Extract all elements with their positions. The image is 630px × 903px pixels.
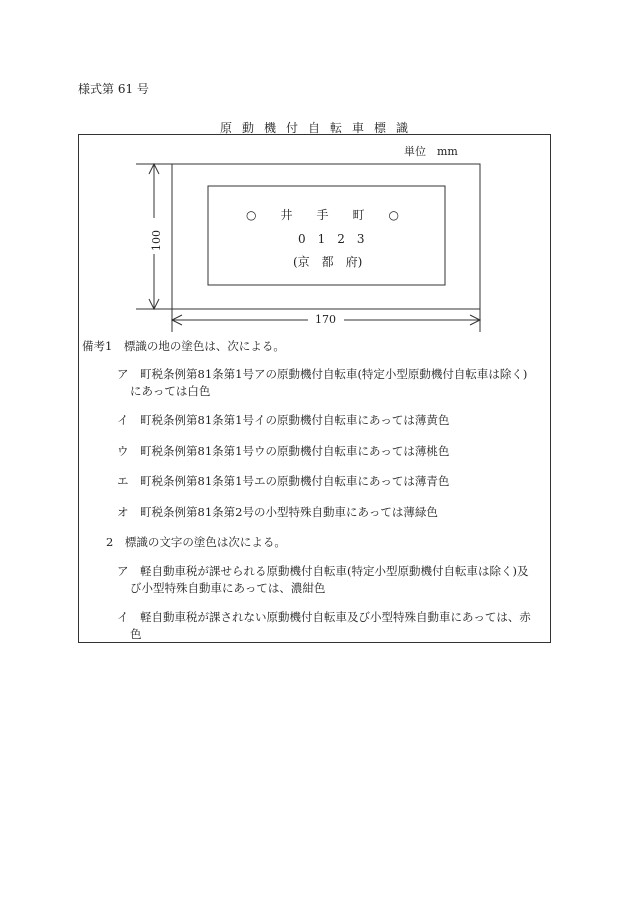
note-2-a-line-1: ア 軽自動車税が課せられる原動機付自転車(特定小型原動機付自転車は除く)及 (117, 564, 529, 578)
note-2-a-line-2: び小型特殊自動車にあっては、濃紺色 (130, 581, 326, 595)
width-label: 170 (315, 313, 336, 326)
note-1-o: オ 町税条例第81条第2号の小型特殊自動車にあっては薄緑色 (117, 505, 438, 519)
form-number: 様式第 61 号 (78, 82, 149, 96)
note-1-a-line-1: ア 町税条例第81条第1号アの原動機付自転車(特定小型原動機付自転車は除く) (117, 367, 528, 381)
note-1-a-line-2: にあっては白色 (130, 384, 211, 398)
note-1-heading: 備考1 標識の地の塗色は、次による。 (82, 339, 285, 353)
note-1-i: イ 町税条例第81条第1号イの原動機付自転車にあっては薄黄色 (117, 413, 450, 427)
unit-label: 単位 mm (404, 145, 458, 158)
plate-line-2: 0 1 2 3 (298, 232, 365, 246)
note-2-i-line-1: イ 軽自動車税が課されない原動機付自転車及び小型特殊自動車にあっては、赤 (117, 610, 531, 624)
plate-line-3: (京 都 府) (293, 255, 363, 269)
plate-line-1: ○ 井 手 町 ○ (246, 208, 399, 222)
note-1-e: エ 町税条例第81条第1号エの原動機付自転車にあっては薄青色 (117, 474, 450, 488)
document-title: 原動機付自転車標識 (219, 121, 418, 135)
note-1-u: ウ 町税条例第81条第1号ウの原動機付自転車にあっては薄桃色 (117, 444, 450, 458)
height-label: 100 (150, 230, 163, 251)
note-2-heading: 2 標識の文字の塗色は次による。 (106, 535, 286, 549)
note-2-i-line-2: 色 (130, 627, 142, 641)
